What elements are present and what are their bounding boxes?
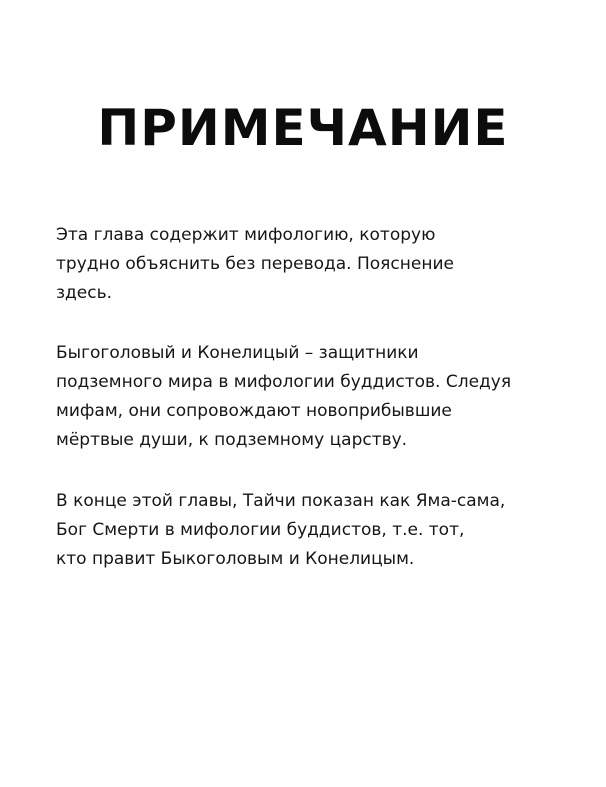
paragraph-yama: В конце этой главы, Тайчи показан как Яма-сама, Бог Смерти в мифологии буддистов, т.е. тот, кто правит Быкоголовым и Конелицым. <box>56 491 506 569</box>
page-title: ПРИМЕЧАНИЕ <box>97 99 509 157</box>
paragraph-guardians: Быгоголовый и Конелицый – защитники подземного мира в мифологии буддистов. Следуя мифам, они сопровождают новоприбывшие мёртвые души, к подземному царству. <box>56 343 512 450</box>
paragraph-intro: Эта глава содержит мифологию, которую трудно объяснить без перевода. Пояснение здесь. <box>56 225 454 303</box>
